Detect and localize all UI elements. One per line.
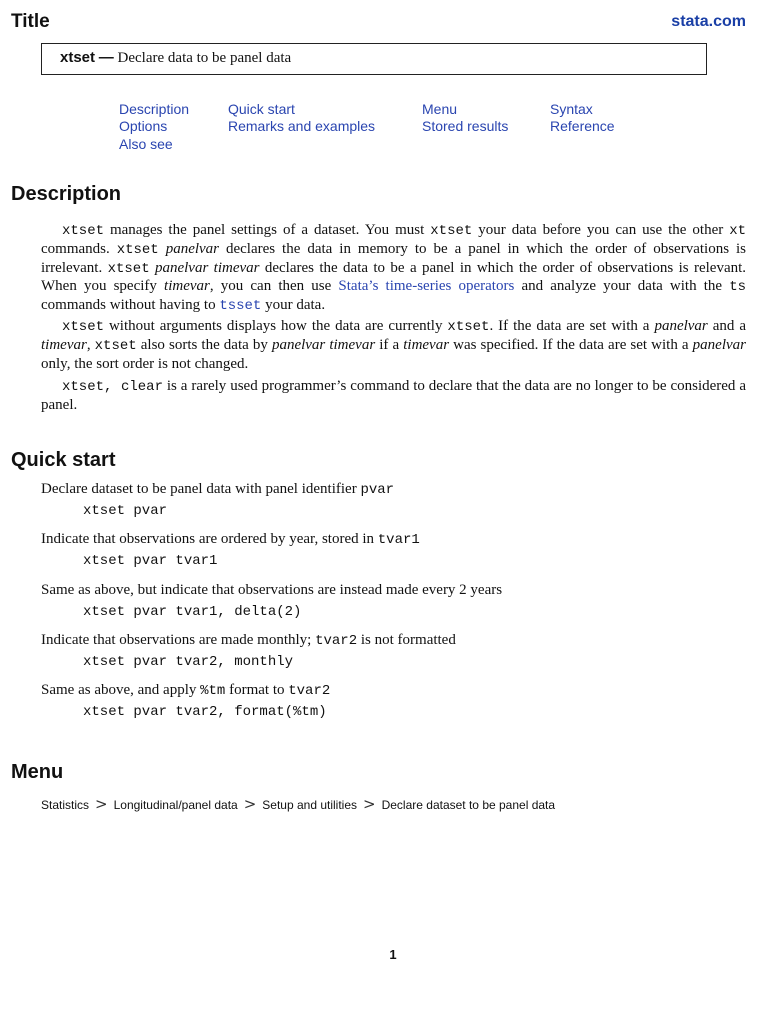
entry-title-box	[41, 43, 707, 75]
body-text: Declare dataset to be panel data with panel identifier	[41, 481, 361, 497]
nav-link-menu[interactable]: Menu	[422, 101, 458, 117]
page-number: 1	[389, 947, 397, 962]
body-text: and analyze your data with the	[514, 278, 730, 295]
menu-path	[41, 795, 555, 813]
quick-start-description	[41, 632, 456, 649]
time-series-operators-link[interactable]: Stata’s time-series operators	[338, 278, 515, 295]
body-text: was specified. If the data are set with a	[449, 336, 693, 353]
body-text: Indicate that observations are made monthly;	[41, 632, 316, 648]
body-text: commands without having to	[41, 297, 220, 314]
code-text: pvar	[360, 482, 395, 498]
code-text: ts	[729, 279, 746, 296]
body-text: and a	[707, 318, 746, 334]
description-paragraph-1	[41, 222, 746, 316]
nav-link-options[interactable]: Options	[119, 118, 168, 134]
italic-text: panelvar timevar	[154, 259, 260, 276]
description-paragraph-2	[41, 318, 746, 373]
body-text: only, the sort order is not changed.	[41, 355, 249, 372]
italic-text: panelvar	[165, 240, 220, 257]
nav-link-stored-results[interactable]: Stored results	[422, 118, 509, 134]
code-text: xtset	[107, 260, 150, 277]
quick-start-command: xtset pvar tvar2, format(%tm)	[83, 704, 327, 720]
menu-path-separator: >	[243, 795, 257, 813]
italic-text: timevar	[164, 278, 210, 295]
body-text: Indicate that observations are ordered by year, stored in	[41, 531, 378, 547]
nav-link-also-see[interactable]: Also see	[119, 136, 173, 152]
quick-start-description	[41, 481, 394, 498]
body-text: is a rarely used programmer’s command to declare that the data are no longer to be considered a panel.	[41, 378, 746, 413]
quick-start-heading: Quick start	[11, 449, 116, 471]
nav-link-description[interactable]: Description	[119, 101, 190, 117]
italic-text: panelvar timevar	[271, 336, 376, 353]
entry-description: Declare data to be panel data	[117, 50, 292, 66]
body-text: also sorts the data by	[136, 336, 272, 353]
body-text: declares the data to be a panel in which the order of observations is relevant. When you specify	[41, 259, 747, 295]
code-text: xtset	[116, 241, 159, 258]
body-text: Same as above, but indicate that observations are instead made every 2 years	[41, 582, 503, 598]
code-text: %tm	[200, 683, 226, 699]
quick-start-description	[41, 682, 330, 699]
italic-text: timevar	[41, 336, 87, 353]
code-text: xtset	[62, 319, 105, 335]
code-text: xtset, clear	[62, 379, 163, 395]
nav-link-remarks-and-examples[interactable]: Remarks and examples	[228, 118, 376, 134]
body-text: without arguments displays how the data are currently	[104, 318, 448, 334]
description-paragraph-3	[41, 378, 746, 415]
body-text: is not formatted	[357, 632, 456, 648]
code-text: tvar2	[315, 633, 358, 649]
body-text: commands.	[41, 240, 117, 257]
body-text: . If the data are set with a	[489, 318, 655, 334]
menu-path-separator: >	[95, 795, 108, 813]
body-text: ,	[86, 336, 95, 353]
code-text: xtset	[447, 319, 490, 335]
code-text: tvar1	[377, 532, 420, 548]
quick-start-description	[41, 531, 420, 548]
code-text: tvar2	[288, 683, 331, 699]
quick-start-command: xtset pvar tvar2, monthly	[83, 654, 294, 670]
menu-path-item: Setup and utilities	[262, 798, 358, 812]
page-title: Title	[11, 11, 50, 32]
site-link[interactable]: stata.com	[671, 13, 746, 30]
body-text: your data.	[261, 297, 326, 314]
menu-heading: Menu	[11, 761, 64, 783]
entry-dash: —	[98, 49, 114, 66]
body-text: format to	[225, 682, 289, 698]
menu-path-separator: >	[363, 795, 376, 813]
body-text: declares the data in memory to be a panel in which the order of observations is irrelevant.	[41, 240, 746, 276]
entry-command: xtset	[60, 49, 96, 66]
body-text: manages the panel settings of a dataset. You must	[104, 222, 431, 238]
body-text: your data before you can use the other	[472, 222, 730, 238]
code-text: xtset	[62, 223, 105, 239]
menu-path-item: Declare dataset to be panel data	[381, 798, 556, 812]
italic-text: panelvar	[654, 318, 708, 334]
body-text: Same as above, and apply	[41, 682, 201, 698]
body-text: if a	[375, 336, 404, 353]
nav-link-reference[interactable]: Reference	[550, 118, 615, 134]
code-text: xtset	[94, 337, 137, 354]
code-text: xtset	[430, 223, 473, 239]
nav-link-syntax[interactable]: Syntax	[550, 101, 593, 117]
quick-start-command: xtset pvar tvar1, delta(2)	[83, 604, 302, 620]
italic-text: timevar	[403, 336, 450, 353]
menu-path-item: Longitudinal/panel data	[113, 798, 238, 812]
quick-start-command: xtset pvar tvar1	[83, 553, 218, 569]
body-text: , you can then use	[209, 278, 339, 295]
menu-path-item: Statistics	[41, 798, 90, 812]
italic-text: panelvar	[692, 336, 746, 353]
quick-start-command: xtset pvar	[83, 503, 168, 519]
code-text: xt	[729, 223, 746, 239]
tsset-link[interactable]: tsset	[219, 298, 262, 315]
description-heading: Description	[11, 183, 122, 205]
body-text	[159, 241, 166, 257]
quick-start-description	[41, 582, 502, 599]
nav-link-quick-start[interactable]: Quick start	[228, 101, 295, 117]
